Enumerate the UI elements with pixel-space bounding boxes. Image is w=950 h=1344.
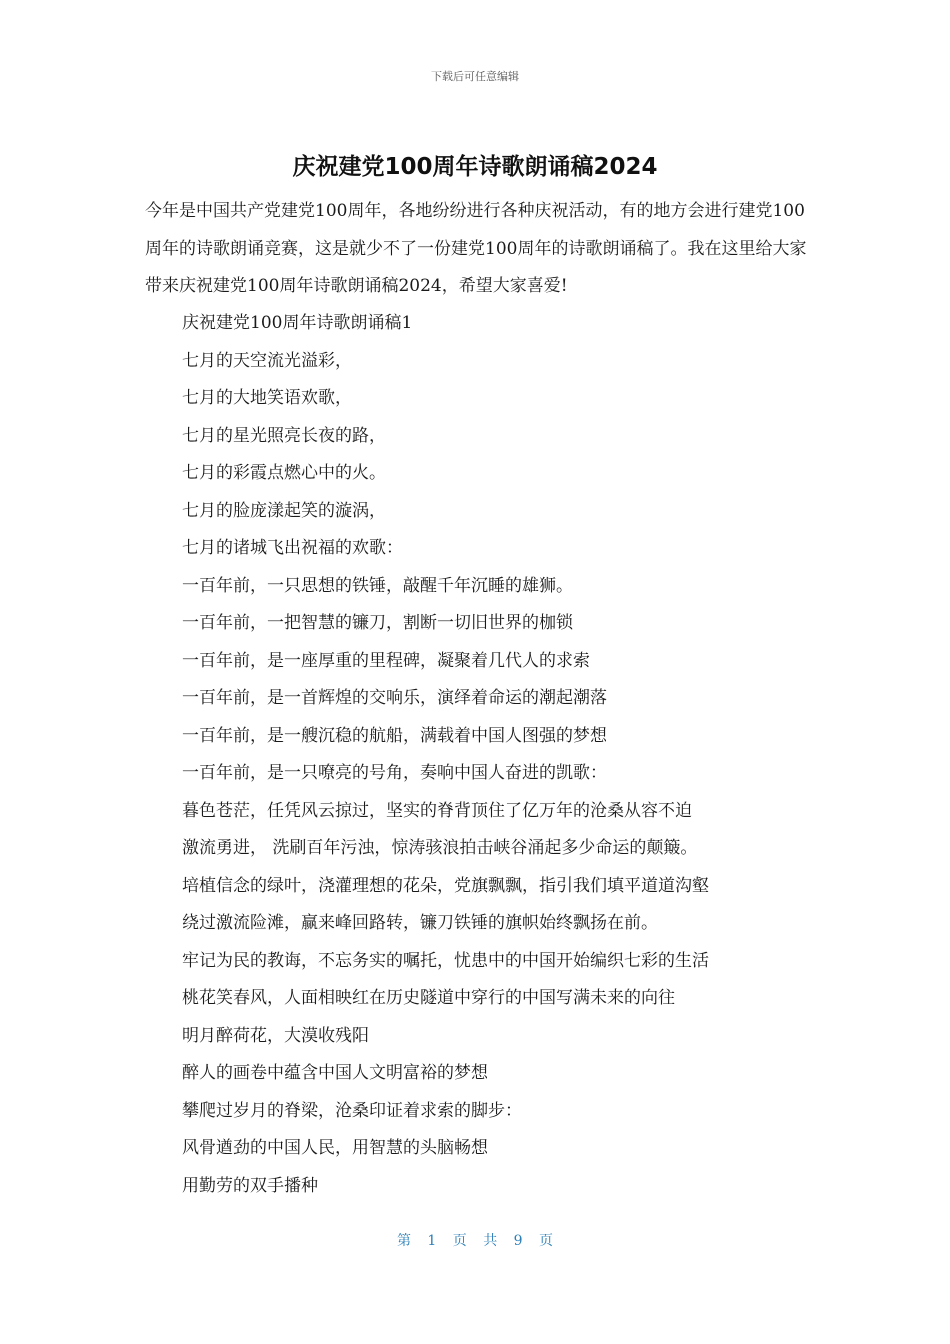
page-header: 下载后可任意编辑 bbox=[431, 70, 519, 83]
poem-line: 培植信念的绿叶，浇灌理想的花朵，党旗飘飘，指引我们填平道道沟壑 bbox=[182, 875, 709, 896]
poem-line: 七月的天空流光溢彩， bbox=[182, 350, 352, 371]
intro-paragraph: 今年是中国共产党建党100周年，各地纷纷进行各种庆祝活动，有的地方会进行建党100周年的诗歌朗诵竞赛，这是就少不了一份建党100周年的诗歌朗诵稿了。我在这里给大家带来庆祝建党100周年诗歌朗诵稿2024，希望大家喜爱! bbox=[145, 201, 807, 296]
poem-line: 一百年前，是一首辉煌的交响乐，演绎着命运的潮起潮落 bbox=[182, 688, 607, 708]
poem-line: 暮色苍茫，任凭风云掠过，坚实的脊背顶住了亿万年的沧桑从容不迫 bbox=[182, 800, 692, 821]
poem-line: 用勤劳的双手播种 bbox=[182, 1175, 318, 1196]
poem-line: 一百年前，是一只嘹亮的号角，奏响中国人奋进的凯歌： bbox=[182, 763, 607, 783]
poem-line: 绕过激流险滩，赢来峰回路转，镰刀铁锤的旗帜始终飘扬在前。 bbox=[182, 913, 658, 933]
poem-line: 一百年前，一把智慧的镰刀，割断一切旧世界的枷锁 bbox=[182, 613, 573, 633]
poem-line: 七月的脸庞漾起笑的漩涡， bbox=[182, 500, 386, 521]
poem-line: 醉人的画卷中蕴含中国人文明富裕的梦想 bbox=[182, 1063, 488, 1083]
poem-line: 激流勇进， 洗刷百年污浊，惊涛骇浪拍击峡谷涌起多少命运的颠簸。 bbox=[182, 838, 698, 858]
poem-line: 牢记为民的教诲，不忘务实的嘱托，忧患中的中国开始编织七彩的生活 bbox=[182, 950, 709, 971]
poem-lines bbox=[182, 305, 822, 1205]
poem-line: 七月的大地笑语欢歌， bbox=[182, 388, 352, 408]
poem-line: 一百年前，一只思想的铁锤，敲醒千年沉睡的雄狮。 bbox=[182, 575, 573, 596]
page-footer: 第 1 页 共 9 页 bbox=[396, 1233, 554, 1249]
poem-line: 一百年前，是一座厚重的里程碑，凝聚着几代人的求索 bbox=[182, 650, 590, 671]
poem-line: 桃花笑春风，人面相映红在历史隧道中穿行的中国写满未来的向往 bbox=[182, 988, 675, 1008]
poem-line: 一百年前，是一艘沉稳的航船，满载着中国人图强的梦想 bbox=[182, 725, 607, 746]
poem-subtitle: 庆祝建党100周年诗歌朗诵稿1 bbox=[182, 313, 413, 333]
poem-line: 明月醉荷花，大漠收残阳 bbox=[182, 1025, 369, 1046]
poem-line: 七月的彩霞点燃心中的火。 bbox=[182, 463, 386, 483]
poem-line: 七月的星光照亮长夜的路， bbox=[182, 425, 386, 446]
poem-line: 风骨遒劲的中国人民，用智慧的头脑畅想 bbox=[182, 1138, 488, 1158]
poem-line: 攀爬过岁月的脊梁，沧桑印证着求索的脚步： bbox=[182, 1100, 522, 1121]
poem-line: 七月的诸城飞出祝福的欢歌： bbox=[182, 538, 403, 558]
document-title: 庆祝建党100周年诗歌朗诵稿2024 bbox=[292, 154, 658, 180]
